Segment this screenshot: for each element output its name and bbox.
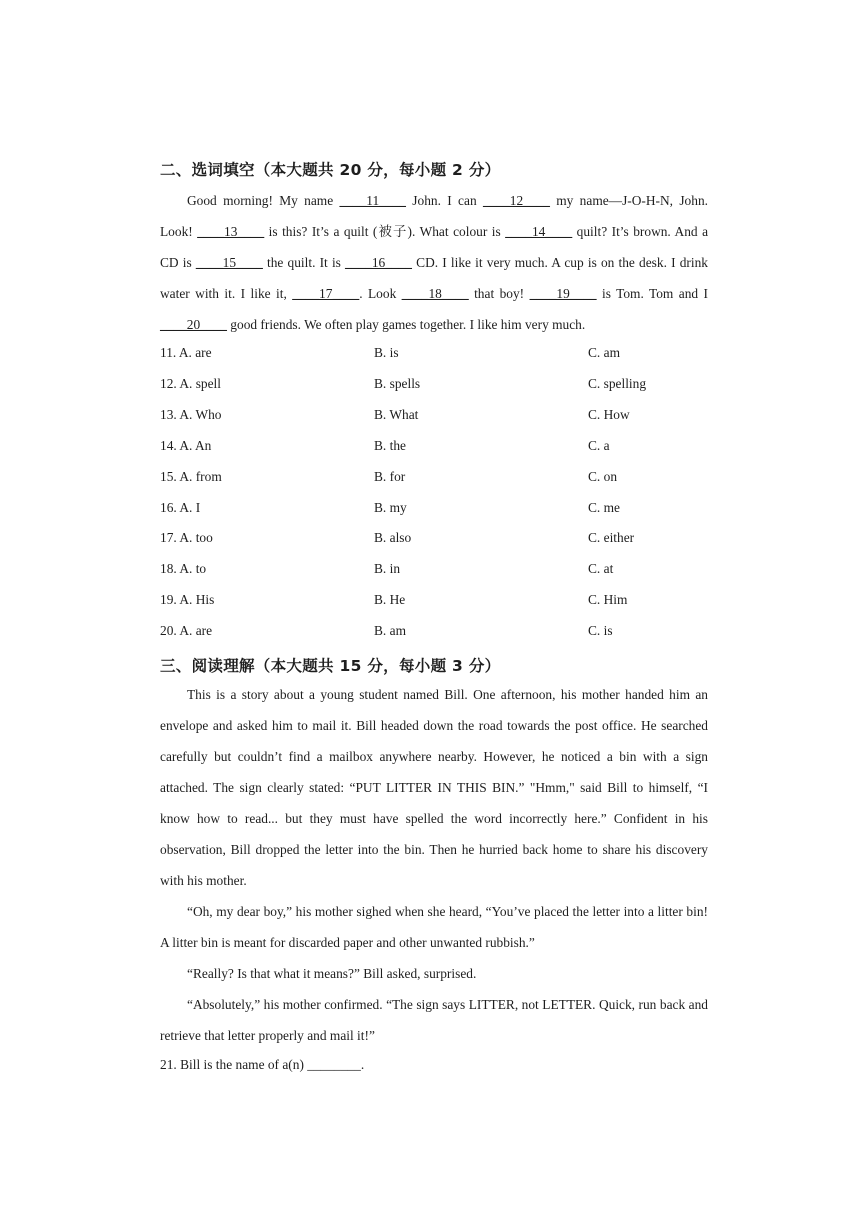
option-row — [160, 469, 720, 489]
answer-blank: ____12____ — [482, 193, 550, 208]
option-row — [160, 561, 720, 581]
option-b: B. is — [374, 345, 399, 360]
answer-blank: ____18____ — [401, 286, 469, 301]
story-paragraph-4: “Absolutely,” his mother confirmed. “The sign says LITTER, not LETTER. Quick, run back and retrieve that letter properly and mail it!” — [160, 997, 708, 1043]
passage-text: good friends. We often play games together. I like him very much. — [226, 317, 586, 332]
passage-text: that boy! — [468, 286, 530, 301]
section-3-heading: 三、阅读理解（本大题共 15 分，每小题 3 分） — [160, 657, 501, 675]
passage-text: is Tom. Tom and I — [596, 286, 709, 301]
option-row — [160, 438, 720, 458]
option-c: C. a — [588, 437, 610, 453]
option-a: 18. A. to — [160, 561, 207, 577]
answer-blank: ____17____ — [292, 286, 360, 301]
option-row — [160, 407, 720, 427]
option-b: B. my — [374, 499, 407, 515]
answer-blank: ____19____ — [529, 286, 597, 301]
passage-text: . Look — [359, 286, 402, 301]
passage-text: John. I can — [405, 193, 483, 208]
option-b: B. am — [374, 623, 406, 639]
passage-text: Good morning! My name — [187, 193, 340, 208]
option-c: C. me — [588, 499, 620, 515]
option-b: B. in — [374, 561, 401, 577]
option-row — [160, 592, 720, 612]
passage-text: is this? It’s a quilt (被子). What colour is — [264, 224, 506, 239]
option-row — [160, 500, 720, 520]
option-a: 16. A. I — [160, 499, 201, 515]
option-c: C. is — [588, 623, 613, 639]
story-paragraph-2: “Oh, my dear boy,” his mother sighed when she heard, “You’ve placed the letter into a litter bin! A litter bin is meant for discarded paper and other unwanted rubbish.” — [160, 904, 708, 950]
option-b: B. also — [374, 530, 412, 546]
passage-text: my name—J-O-H-N, John. Look! — [160, 193, 708, 239]
answer-blank: ____14____ — [505, 224, 573, 239]
option-b: B. spells — [374, 375, 421, 391]
passage-text: the quilt. It is — [262, 255, 346, 270]
story-paragraph-3: “Really? Is that what it means?” Bill asked, surprised. — [187, 966, 477, 981]
option-a: 15. A. from — [160, 468, 222, 484]
option-a: 14. A. An — [160, 437, 212, 453]
answer-blank: ____15____ — [195, 255, 263, 270]
option-a: 17. A. too — [160, 530, 213, 546]
option-row — [160, 376, 720, 396]
option-c: C. am — [588, 345, 620, 360]
story-paragraph-1: This is a story about a young student named Bill. One afternoon, his mother handed him an envelope and asked him to mail it. Bill headed down the road towards the post office. He searched carefully but couldn’t find a mailbox anywhere nearby. However, he noticed a bin with a sign attached. The sign clearly stated: “PUT LITTER IN THIS BIN.” "Hmm," said Bill to himself, “I know how to read... but they must have spelled the word incorrectly here.” Confident in his observation, Bill dropped the letter into the bin. Then he hurried back home to share his discovery with his mother. — [160, 687, 708, 888]
option-b: B. the — [374, 437, 406, 453]
option-a: 19. A. His — [160, 592, 215, 608]
option-b: B. He — [374, 592, 406, 608]
option-c: C. spelling — [588, 375, 647, 391]
section-2-heading: 二、选词填空（本大题共 20 分，每小题 2 分） — [160, 161, 501, 179]
option-c: C. either — [588, 530, 635, 546]
option-c: C. on — [588, 468, 618, 484]
answer-blank: ____13____ — [197, 224, 265, 239]
option-row — [160, 530, 720, 550]
option-b: B. What — [374, 406, 419, 422]
option-a: 11. A. are — [160, 345, 212, 360]
option-c: C. at — [588, 561, 614, 577]
answer-blank: ____20____ — [160, 317, 227, 332]
passage-text: quilt? It’s brown. And a CD is — [160, 224, 709, 270]
question-21: 21. Bill is the name of a(n) ________. — [160, 1057, 365, 1072]
option-a: 20. A. are — [160, 623, 213, 639]
option-row — [160, 623, 720, 643]
option-b: B. for — [374, 468, 406, 484]
passage-text: CD. I like it very much. A cup is on the desk. I drink water with it. I like it, — [160, 255, 709, 301]
option-a: 13. A. Who — [160, 406, 222, 422]
answer-blank: ____16____ — [345, 255, 412, 270]
cloze-passage — [160, 185, 708, 340]
answer-blank: ____11____ — [339, 193, 406, 208]
option-a: 12. A. spell — [160, 375, 222, 391]
option-row — [160, 345, 720, 365]
option-c: C. How — [588, 406, 630, 422]
option-c: C. Him — [588, 592, 628, 608]
